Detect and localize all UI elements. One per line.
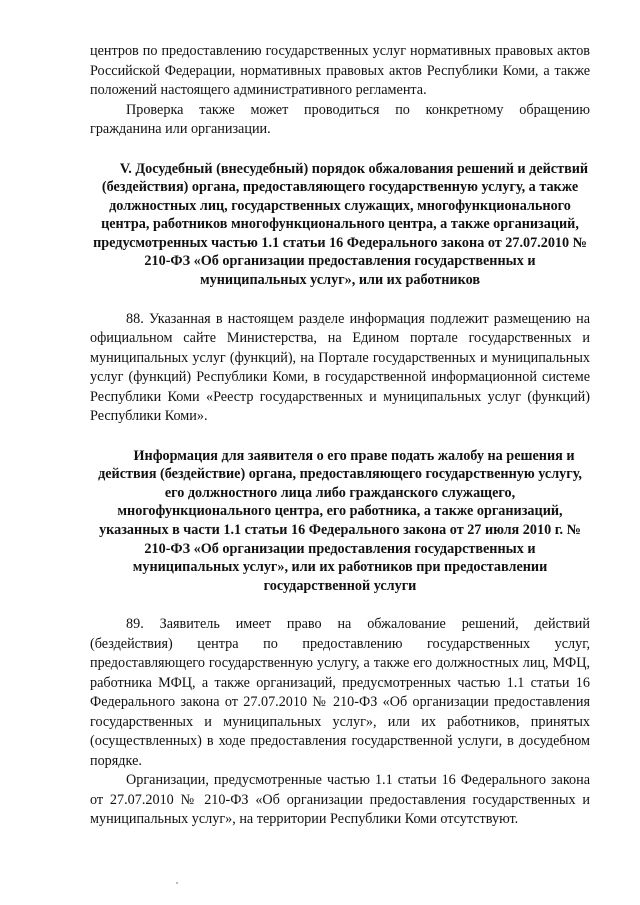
paragraph-89: 89. Заявитель имеет право на обжалование решений, действий (бездействия) центра по предоставлению государственных услуг, предоставляющего государственную услугу, а также его должностных лиц, МФЦ, работника МФЦ, а также организаций, предусмотренных частью 1.1 статьи 16 Федерального закона от 27.07.2010 № 210-ФЗ «Об организации предоставления государственных и муниципальных услуг», или их работников, принятых (осуществленных) в ходе предоставления государственной услуги, в досудебном порядке.	[90, 616, 590, 769]
paragraph-organizations: Организации, предусмотренные частью 1.1 статьи 16 Федерального закона от 27.07.2010 № 210-ФЗ «Об организации предоставления государственных и муниципальных услуг», на территории Республики Коми отсутствуют.	[90, 772, 590, 828]
paragraph-continuation: центров по предоставлению государственных услуг нормативных правовых актов Российской Федерации, нормативных правовых актов Республики Коми, а также положений настоящего административного регламента.	[90, 43, 590, 98]
paragraph-inspection: Проверка также может проводиться по конкретному обращению гражданина или организации.	[90, 101, 590, 137]
document-page	[90, 42, 590, 830]
heading-complaint-info: Информация для заявителя о его праве подать жалобу на решения и действия (бездействие) органа, предоставляющего государственную услугу, его должностного лица либо гражданского служащего, многофункционального центра, его работника, а также организаций, указанных в части 1.1 статьи 16 Федерального закона от 27 июля 2010 г. № 210-ФЗ «Об организации предоставления государственных и муниципальных услуг», или их работников при предоставлении государственной услуги	[98, 447, 582, 594]
paragraph-88: 88. Указанная в настоящем разделе информация подлежит размещению на официальном сайте Министерства, на Едином портале государственных и муниципальных услуг (функций), на Портале государственных и муниципальных услуг (функций) Республики Коми, в государственной информационной системе Республики Коми «Реестр государственных и муниципальных услуг (функций) Республики Коми».	[90, 310, 590, 425]
scan-speck	[176, 882, 178, 884]
section-heading-v: V. Досудебный (внесудебный) порядок обжалования решений и действий (бездействия) органа, предоставляющего государственную услугу, а также должностных лиц, государственных служащих, многофункционального центра, работников многофункционального центра, а также организаций, предусмотренных частью 1.1 статьи 16 Федерального закона от 27.07.2010 № 210-ФЗ «Об организации предоставления государственных и муниципальных услуг», или их работников	[93, 160, 589, 289]
